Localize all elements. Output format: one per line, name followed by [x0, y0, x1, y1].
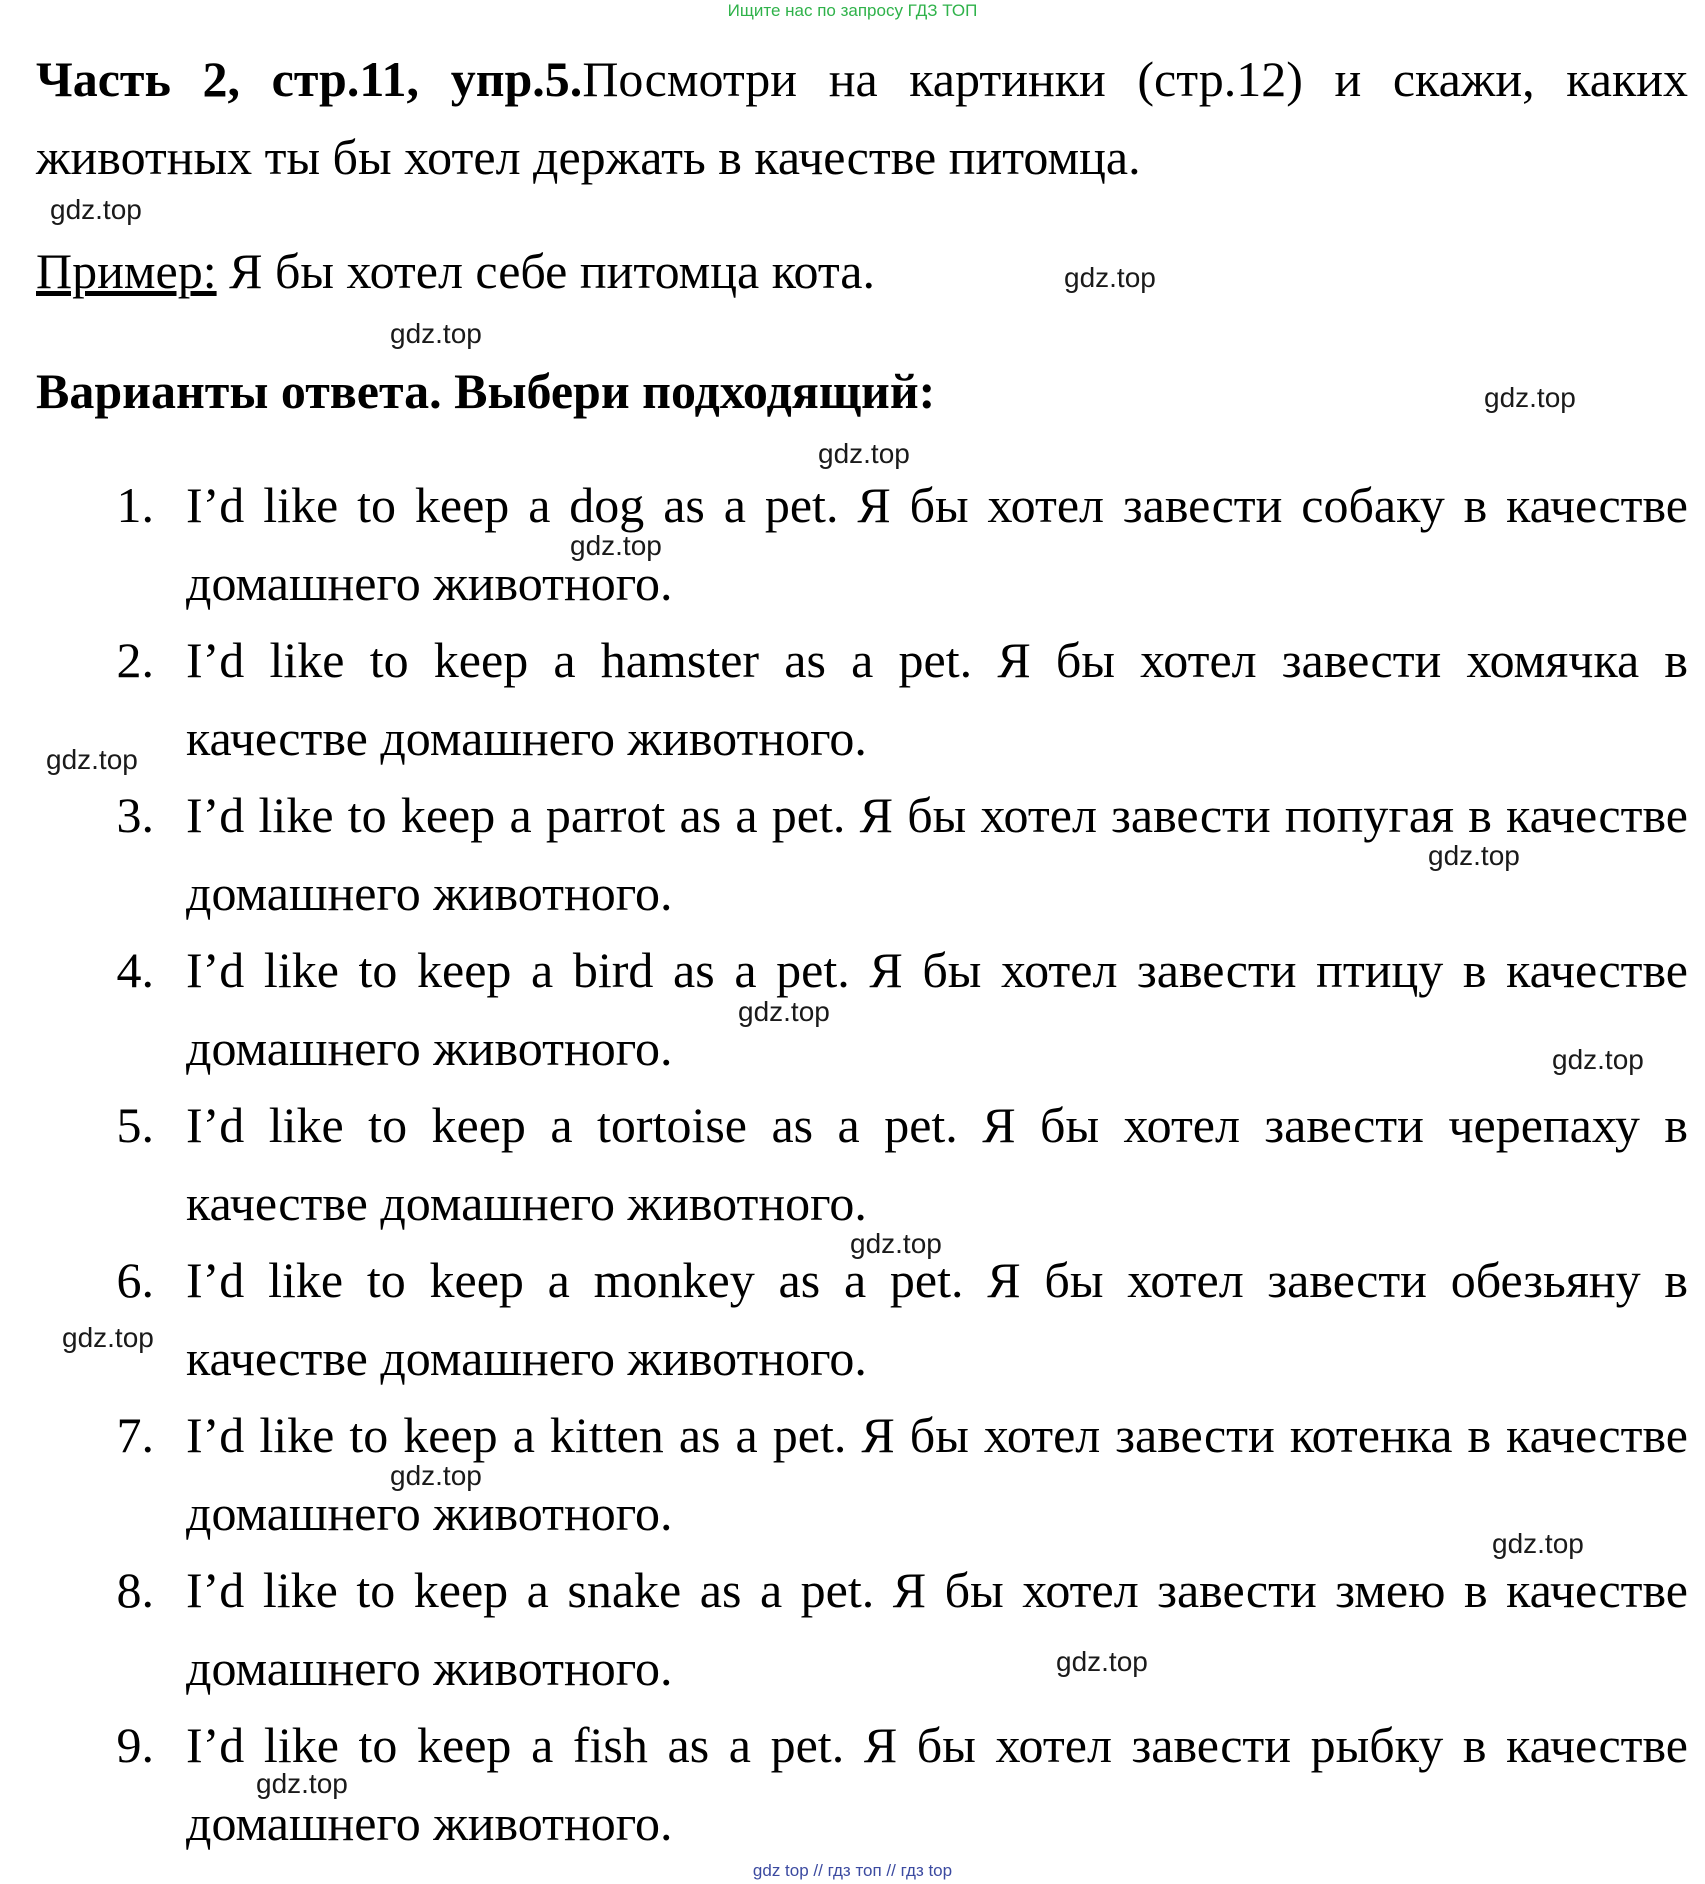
answers-list — [0, 466, 1705, 1861]
answer-number: 5. — [116, 1097, 154, 1153]
example-line — [36, 232, 875, 310]
answer-text: I’d like to keep a tortoise as a pet. Я бы хотел завести черепаху в качестве домашнего животного. — [186, 1097, 1688, 1231]
answer-number: 8. — [116, 1562, 154, 1618]
watermark: gdz.top — [1428, 840, 1520, 871]
bottom-banner: gdz top // гдз топ // гдз top — [752, 1861, 953, 1880]
top-banner: Ищите нас по запросу ГДЗ ТОП — [727, 1, 978, 20]
answer-item-4 — [0, 931, 1705, 1086]
watermark: gdz.top — [818, 438, 910, 469]
answer-item-7 — [0, 1396, 1705, 1551]
answer-text: I’d like to keep a snake as a pet. Я бы хотел завести змею в качестве домашнего животного. — [186, 1562, 1688, 1696]
watermark: gdz.top — [256, 1768, 348, 1799]
answer-item-8 — [0, 1551, 1705, 1706]
answer-number: 2. — [116, 632, 154, 688]
watermark: gdz.top — [390, 318, 482, 349]
exercise-header — [36, 40, 1688, 196]
answer-item-1 — [0, 466, 1705, 621]
answer-text: I’d like to keep a bird as a pet. Я бы хотел завести птицу в качестве домашнего животного. — [186, 942, 1688, 1076]
watermark: gdz.top — [570, 530, 662, 561]
answer-number: 7. — [116, 1407, 154, 1463]
variants-title: Варианты ответа. Выбери подходящий: — [36, 363, 936, 419]
watermark: gdz.top — [62, 1322, 154, 1353]
watermark: gdz.top — [1492, 1528, 1584, 1559]
watermark: gdz.top — [1064, 262, 1156, 293]
answer-number: 4. — [116, 942, 154, 998]
exercise-instruction: Посмотри на картинки (стр.12) и скажи, каких животных ты бы хотел держать в качестве питомца. — [36, 51, 1688, 185]
answer-number: 1. — [116, 477, 154, 533]
example-label: Пример: — [36, 243, 217, 299]
answer-text: I’d like to keep a monkey as a pet. Я бы хотел завести обезьяну в качестве домашнего животного. — [186, 1252, 1688, 1386]
answer-number: 9. — [116, 1717, 154, 1773]
watermark: gdz.top — [1552, 1044, 1644, 1075]
watermark: gdz.top — [738, 996, 830, 1027]
watermark: gdz.top — [1484, 382, 1576, 413]
answer-item-6 — [0, 1241, 1705, 1396]
answer-item-2 — [0, 621, 1705, 776]
answer-text: I’d like to keep a hamster as a pet. Я бы хотел завести хомячка в качестве домашнего животного. — [186, 632, 1688, 766]
watermark: gdz.top — [50, 194, 142, 225]
answer-text: I’d like to keep a fish as a pet. Я бы хотел завести рыбку в качестве домашнего животного. — [186, 1717, 1688, 1851]
watermark: gdz.top — [850, 1228, 942, 1259]
answer-text: I’d like to keep a parrot as a pet. Я бы хотел завести попугая в качестве домашнего животного. — [186, 787, 1688, 921]
watermark: gdz.top — [390, 1460, 482, 1491]
watermark: gdz.top — [1056, 1646, 1148, 1677]
answer-number: 6. — [116, 1252, 154, 1308]
answer-number: 3. — [116, 787, 154, 843]
answer-item-5 — [0, 1086, 1705, 1241]
watermark: gdz.top — [46, 744, 138, 775]
exercise-reference: Часть 2, стр.11, упр.5. — [36, 51, 583, 107]
answer-text: I’d like to keep a kitten as a pet. Я бы хотел завести котенка в качестве домашнего животного. — [186, 1407, 1688, 1541]
answer-text: I’d like to keep a dog as a pet. Я бы хотел завести собаку в качестве домашнего животного. — [186, 477, 1688, 611]
example-text: Я бы хотел себе питомца кота. — [216, 243, 875, 299]
